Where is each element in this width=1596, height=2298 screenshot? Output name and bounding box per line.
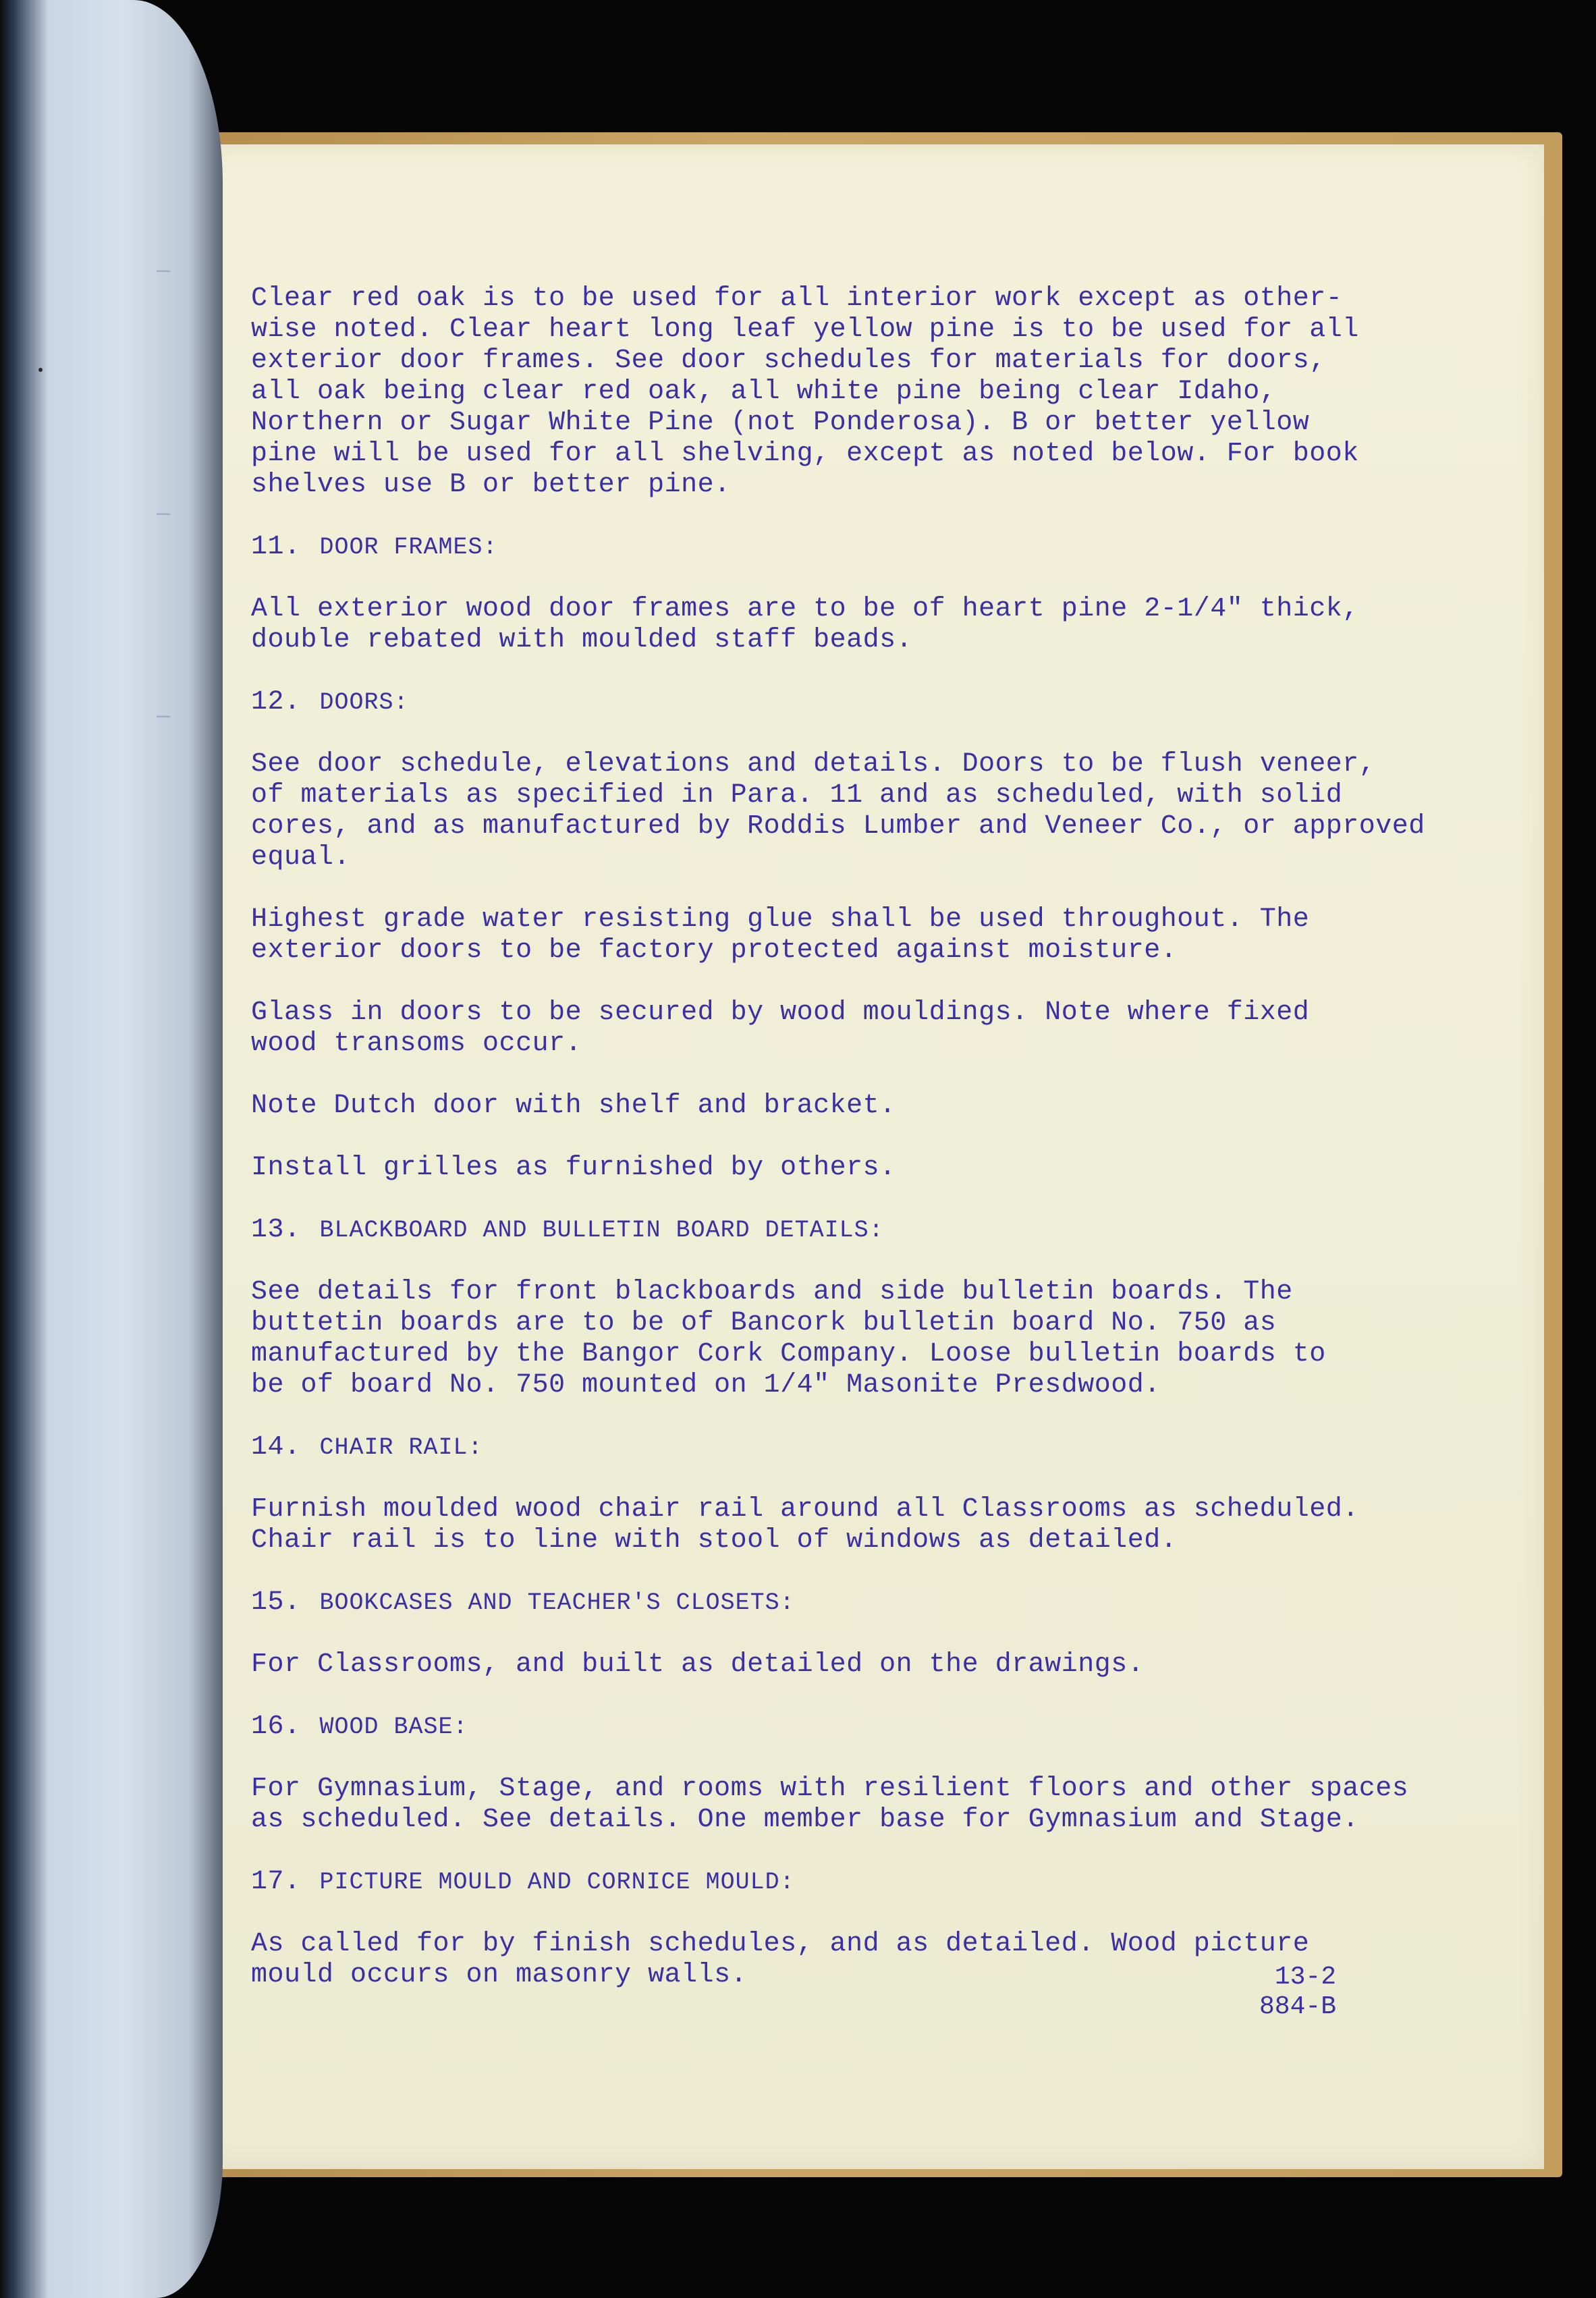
page-number-line: 13-2 <box>1274 1963 1337 1992</box>
section-heading: 17. PICTURE MOULD AND CORNICE MOULD: <box>251 1867 795 1897</box>
section-paragraph: All exterior wood door frames are to be of heart pine 2-1/4" thick, double rebated with moulded staff beads. <box>251 594 1359 655</box>
section-paragraph: Note Dutch door with shelf and bracket. <box>251 1091 896 1121</box>
bleed-through-mark: — <box>157 499 171 526</box>
section-paragraph: See details for front blackboards and side bulletin boards. The buttetin boards are to be of Bancork bulletin board No. 750 as manufactured by the Bangor Cork Company. Loose bulletin boards to be of board No. 750 mounted on 1/4" Masonite Presdwood. <box>251 1277 1326 1400</box>
section-paragraph: Furnish moulded wood chair rail around all Classrooms as scheduled. Chair rail is to line with stool of windows as detailed. <box>251 1494 1359 1556</box>
section-16 <box>251 1712 1533 1836</box>
section-heading: 15. BOOKCASES AND TEACHER'S CLOSETS: <box>251 1587 795 1618</box>
section-paragraph: Install grilles as furnished by others. <box>251 1153 896 1183</box>
facing-page-curl <box>0 0 223 2298</box>
section-heading: 11. DOOR FRAMES: <box>251 532 498 562</box>
section-11 <box>251 532 1533 656</box>
section-paragraph: For Gymnasium, Stage, and rooms with resilient floors and other spaces as scheduled. See details. One member base for Gymnasium and Stage. <box>251 1774 1409 1835</box>
section-12 <box>251 687 1533 1184</box>
document-code: 884-B <box>1259 1992 1337 2021</box>
bleed-through-mark: — <box>157 702 171 729</box>
page-number <box>1259 1963 1336 2022</box>
section-heading: 16. WOOD BASE: <box>251 1712 468 1742</box>
section-paragraph: See door schedule, elevations and details. Doors to be flush veneer, of materials as specified in Para. 11 and as scheduled, with solid cores, and as manufactured by Roddis Lumber and Veneer Co., or approved equal. <box>251 749 1425 873</box>
section-heading: 12. DOORS: <box>251 687 409 717</box>
speck <box>38 368 43 372</box>
section-paragraph: For Classrooms, and built as detailed on the drawings. <box>251 1649 1145 1680</box>
section-paragraph: As called for by finish schedules, and as detailed. Wood picture mould occurs on masonry walls. <box>251 1929 1310 1990</box>
section-13 <box>251 1215 1533 1401</box>
section-paragraph: Highest grade water resisting glue shall be used throughout. The exterior doors to be factory protected against moisture. <box>251 904 1310 966</box>
section-heading: 13. BLACKBOARD AND BULLETIN BOARD DETAILS: <box>251 1215 884 1245</box>
bleed-through-mark: — <box>157 256 171 283</box>
section-17 <box>251 1867 1533 1991</box>
section-14 <box>251 1432 1533 1556</box>
document-body <box>251 283 1533 2022</box>
section-15 <box>251 1587 1533 1680</box>
intro-paragraph: Clear red oak is to be used for all interior work except as other- wise noted. Clear heart long leaf yellow pine is to be used for all exterior door frames. See door schedules for materials for doors, all oak being clear red oak, all white pine being clear Idaho, Northern or Sugar White Pine (not Ponderosa). B or better yellow pine will be used for all shelving, except as noted below. For book shelves use B or better pine. <box>251 283 1359 500</box>
section-paragraph: Glass in doors to be secured by wood mouldings. Note where fixed wood transoms occur. <box>251 997 1310 1059</box>
section-heading: 14. CHAIR RAIL: <box>251 1432 483 1462</box>
